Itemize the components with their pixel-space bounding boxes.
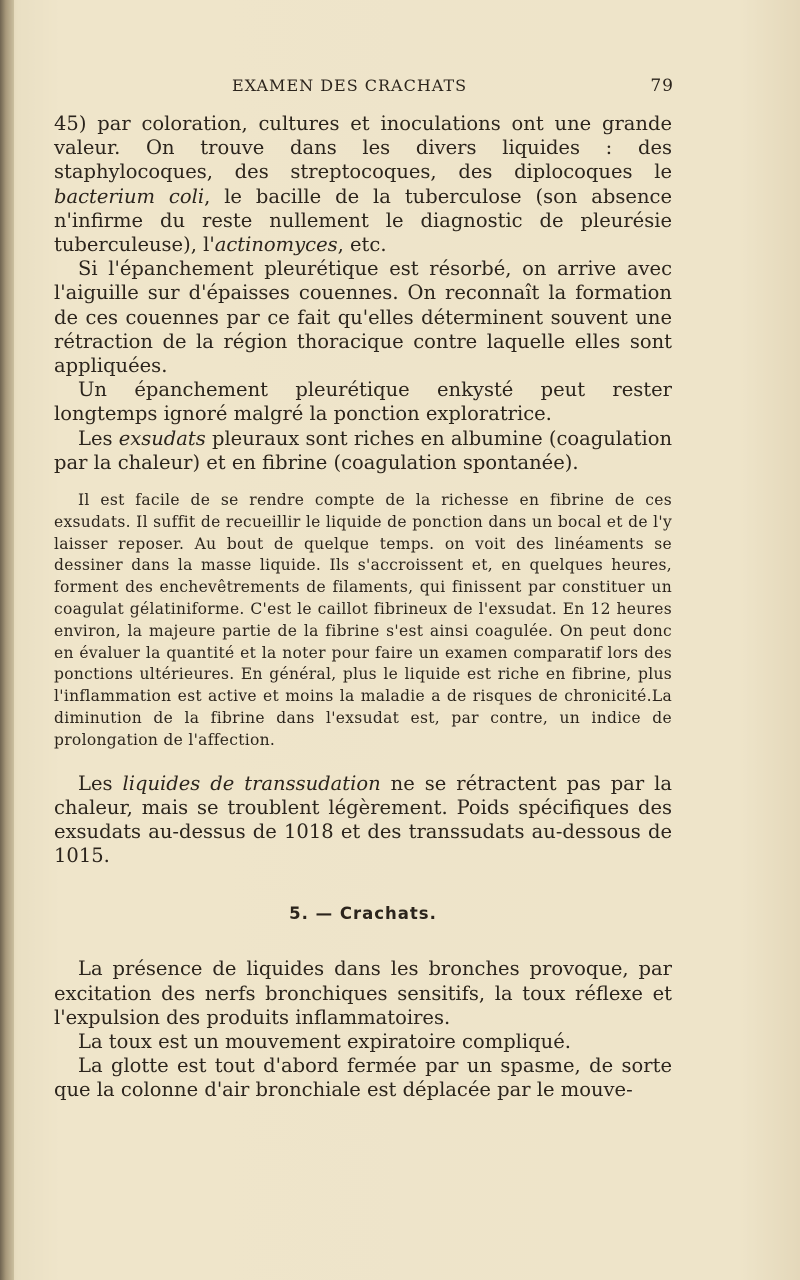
small-print-fibrin-note: Il est facile de se rendre compte de la richesse en fibrine de ces exsudats. Il suffit de recueillir le liquide de ponction dans un bocal et de l'y laisser reposer. Au bout de quelque temps. on voit des linéaments se dessiner dans la masse liquide. Ils s'accroissent et, en quelques heures, forment des enchevêtrements de filaments, qui finissent par constituer un coagulat gélatiniforme. C'est le caillot fibrineux de l'exsudat. En 12 heures environ, la majeure partie de la fibrine s'est ainsi coagulée. On peut donc en évaluer la quantité et la noter pour faire un examen comparatif lors des ponctions ultérieures. En général, plus le liquide est riche en fibrine, plus l'inflammation est active et moins la maladie a de risques de chronicité.La diminution de la fibrine dans l'exsudat est, par contre, un indice de prolongation de l'affection.: [54, 491, 672, 749]
text-run: pleuraux sont riches en albumine (coagulation par la chaleur) et en fibrine (coagulation spontanée).: [54, 426, 673, 474]
text-run: 45) par coloration, cultures et inoculations ont une grande valeur. On trouve dans les divers liquides : des staphylocoques, des streptocoques, des diplocoques le: [54, 112, 672, 184]
page-body: [54, 112, 672, 1103]
running-title: EXAMEN DES CRACHATS: [232, 76, 468, 95]
paragraph-glottis: La glotte est tout d'abord fermée par un spasme, de sorte que la colonne d'air bronchiale est déplacée par le mouve-: [54, 1054, 672, 1102]
page-binding-edge: [0, 0, 14, 1280]
italic-term-liquides-de-transsudation: liquides de transsudation: [122, 771, 381, 795]
italic-term-exsudats: exsudats: [118, 426, 206, 450]
text-run: Les: [78, 771, 123, 795]
text-run: , etc.: [337, 233, 387, 257]
paragraph-cough-definition: La toux est un mouvement expiratoire compliqué.: [78, 1030, 571, 1054]
text-run: Les: [78, 426, 119, 450]
text-run: , le bacille de la tuberculose (son absence n'infirme du reste nullement le diagnostic de pleurésie tuberculeuse), l': [54, 184, 672, 257]
paragraph-transsudation: [54, 772, 672, 869]
paragraph-continued-culture-results: [54, 112, 672, 257]
italic-term-bacterium-coli: bacterium coli: [54, 184, 205, 208]
text-run: ne se rétractent pas par la chaleur, mais se troublent légèrement. Poids spécifiques des exsudats au-dessus de 1018 et des transsudats au-dessous de 1015.: [54, 771, 672, 868]
page-header: [52, 76, 672, 98]
paragraph-bronchial-liquids: La présence de liquides dans les bronches provoque, par excitation des nerfs bronchiques sensitifs, la toux réflexe et l'expulsion des produits inflammatoires.: [54, 957, 672, 1029]
page-number: 79: [650, 76, 674, 96]
section-heading-crachats: 5. — Crachats.: [289, 904, 437, 924]
italic-term-actinomyces: actinomyces: [214, 233, 338, 257]
paragraph-encysted-effusion: Un épanchement pleurétique enkysté peut rester longtemps ignoré malgré la ponction exploratrice.: [54, 378, 672, 426]
paragraph-resorbed-effusion: Si l'épanchement pleurétique est résorbé, on arrive avec l'aiguille sur d'épaisses couennes. On reconnaît la formation de ces couennes par ce fait qu'elles déterminent souvent une rétraction de la région thoracique contre laquelle elles sont appliquées.: [54, 257, 672, 378]
paragraph-exsudats: [54, 427, 672, 475]
